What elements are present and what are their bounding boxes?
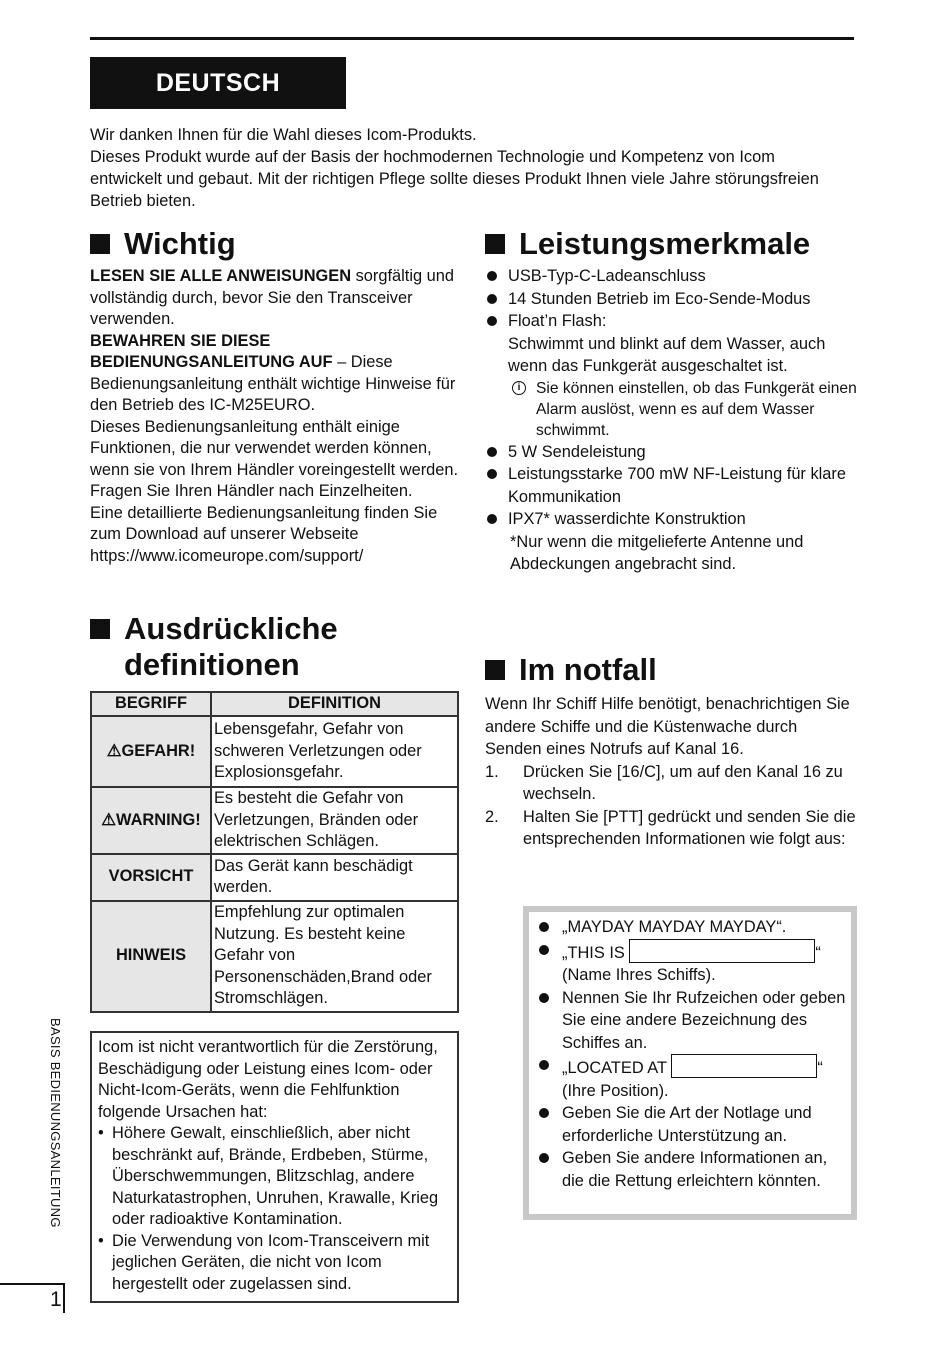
float-note: i Sie können einstellen, ob das Funkgerät einen Alarm auslöst, wenn es auf dem Wasser schwimmt. <box>508 378 857 441</box>
list-item: Geben Sie andere Informationen an, die die Rettung erleichtern könnten. <box>537 1147 847 1192</box>
position-blank <box>671 1054 817 1078</box>
list-item: „LOCATED AT “ (Ihre Position). <box>537 1054 847 1102</box>
wichtig-paragraph-4: Eine detaillierte Bedienungsanleitung finden Sie zum Download auf unserer Webseite https://www.icomeurope.com/support/ <box>90 503 438 565</box>
list-item: 14 Stunden Betrieb im Eco-Sende-Modus <box>485 288 857 311</box>
table-row: VORSICHT Das Gerät kann beschädigt werden. <box>91 854 458 901</box>
language-heading: DEUTSCH <box>90 57 346 109</box>
ipx-footnote: *Nur wenn die mitgelieferte Antenne und Abdeckungen angebracht sind. <box>510 532 804 573</box>
wichtig-section <box>90 226 462 567</box>
list-item: Nennen Sie Ihr Rufzeichen oder geben Sie eine andere Bezeichnung des Schiffes an. <box>537 987 847 1055</box>
list-item: IPX7* wasserdichte Konstruktion <box>485 508 857 531</box>
square-bullet-icon <box>485 234 505 254</box>
list-item: 5 W Sendeleistung <box>485 441 857 464</box>
mayday-box <box>523 906 857 1220</box>
square-bullet-icon <box>90 619 110 639</box>
emergency-heading: Im notfall <box>485 652 857 688</box>
emergency-steps <box>485 761 857 851</box>
list-item: 1. Drücken Sie [16/C], um auf den Kanal 16 zu wechseln. <box>485 762 843 803</box>
column-header-definition: DEFINITION <box>211 692 458 716</box>
features-section <box>485 226 857 576</box>
top-rule <box>90 37 854 40</box>
list-item: „MAYDAY MAYDAY MAYDAY“. <box>537 916 847 939</box>
list-item: Geben Sie die Art der Notlage und erforderliche Unterstützung an. <box>537 1102 847 1147</box>
features-list-2 <box>485 441 857 531</box>
intro-text <box>90 124 850 212</box>
table-row: ⚠WARNING! Es besteht die Gefahr von Verletzungen, Bränden oder elektrischen Schlägen. <box>91 787 458 854</box>
warning-triangle-icon: ⚠ <box>106 741 122 760</box>
list-item: 2. Halten Sie [PTT] gedrückt und senden Sie die entsprechenden Informationen wie folgt aus: <box>485 807 856 848</box>
square-bullet-icon <box>485 660 505 680</box>
mayday-list <box>537 916 847 1192</box>
list-item: Leistungsstarke 700 mW NF-Leistung für klare Kommunikation <box>485 463 857 508</box>
warning-triangle-icon: ⚠ <box>101 810 116 829</box>
definitions-heading: Ausdrückliche definitionen <box>90 611 462 683</box>
features-heading: Leistungsmerkmale <box>485 226 857 262</box>
support-url: https://www.icomeurope.com/support/ <box>90 546 364 565</box>
list-item: • Die Verwendung von Icom-Transceivern mit jeglichen Geräten, die nicht von Icom hergestellt oder zugelassen sind. <box>98 1231 451 1296</box>
side-label: BASIS BEDIENUNGSANLEITUNG <box>48 1018 63 1228</box>
disclaimer-list <box>98 1123 451 1295</box>
definitions-section <box>90 611 462 1013</box>
wichtig-paragraph-3: Dieses Bedienungsanleitung enthält einige Funktionen, die nur verwendet werden können, wenn sie von Ihrem Händler voreingestellt werden. Fragen Sie Ihren Händler nach Einzelheiten. <box>90 417 459 500</box>
list-item: USB-Typ-C-Ladeanschluss <box>485 265 857 288</box>
table-row: HINWEIS Empfehlung zur optimalen Nutzung. Es besteht keine Gefahr von Personenschäden,Brand oder Stromschlägen. <box>91 901 458 1012</box>
square-bullet-icon <box>90 234 110 254</box>
column-header-term: BEGRIFF <box>91 692 211 716</box>
disclaimer-text: Icom ist nicht verantwortlich für die Zerstörung, Beschädigung oder Leistung eines Icom- oder Nicht-Icom-Geräts, wenn die Fehlfunktion folgende Ursachen hat: <box>98 1038 438 1121</box>
wichtig-paragraph-2: BEWAHREN SIE DIESE BEDIENUNGSANLEITUNG AUF – Diese Bedienungsanleitung enthält wichtige Hinweise für den Betrieb des IC-M25EURO. <box>90 331 456 414</box>
emergency-intro: Wenn Ihr Schiff Hilfe benötigt, benachrichtigen Sie andere Schiffe und die Küstenwache durch Senden eines Notrufs auf Kanal 16. <box>485 695 850 758</box>
page-number: 1 <box>50 1288 62 1311</box>
page-rule-vertical <box>63 1283 65 1313</box>
table-row: ⚠GEFAHR! Lebensgefahr, Gefahr von schweren Verletzungen oder Explosionsgefahr. <box>91 716 458 787</box>
definitions-table <box>90 691 459 1013</box>
table-header-row <box>91 692 458 716</box>
intro-line-1: Wir danken Ihnen für die Wahl dieses Icom-Produkts. <box>90 126 477 144</box>
disclaimer-box <box>90 1031 459 1303</box>
intro-line-2: Dieses Produkt wurde auf der Basis der hochmodernen Technologie und Kompetenz von Icom entwickelt und gebaut. Mit der richtigen Pflege sollte dieses Produkt Ihnen viele Jahre störungsfreien Betrieb bieten. <box>90 148 819 210</box>
ship-name-blank <box>629 939 815 963</box>
list-item: Float’n Flash: Schwimmt und blinkt auf dem Wasser, auch wenn das Funkgerät ausgeschaltet ist. <box>485 310 857 378</box>
emergency-section <box>485 652 857 851</box>
wichtig-paragraph-1: LESEN SIE ALLE ANWEISUNGEN sorgfältig und vollständig durch, bevor Sie den Transceiver verwenden. <box>90 267 455 328</box>
list-item: „THIS IS “ (Name Ihres Schiffs). <box>537 939 847 987</box>
page-rule <box>0 1283 64 1285</box>
features-list <box>485 265 857 378</box>
wichtig-heading: Wichtig <box>90 226 462 262</box>
list-item: • Höhere Gewalt, einschließlich, aber nicht beschränkt auf, Brände, Erdbeben, Stürme, Überschwemmungen, Blitzschlag, andere Naturkatastrophen, Unruhen, Krawalle, Krieg oder radioaktive Kontamination. <box>98 1123 451 1231</box>
info-icon: i <box>512 381 526 395</box>
